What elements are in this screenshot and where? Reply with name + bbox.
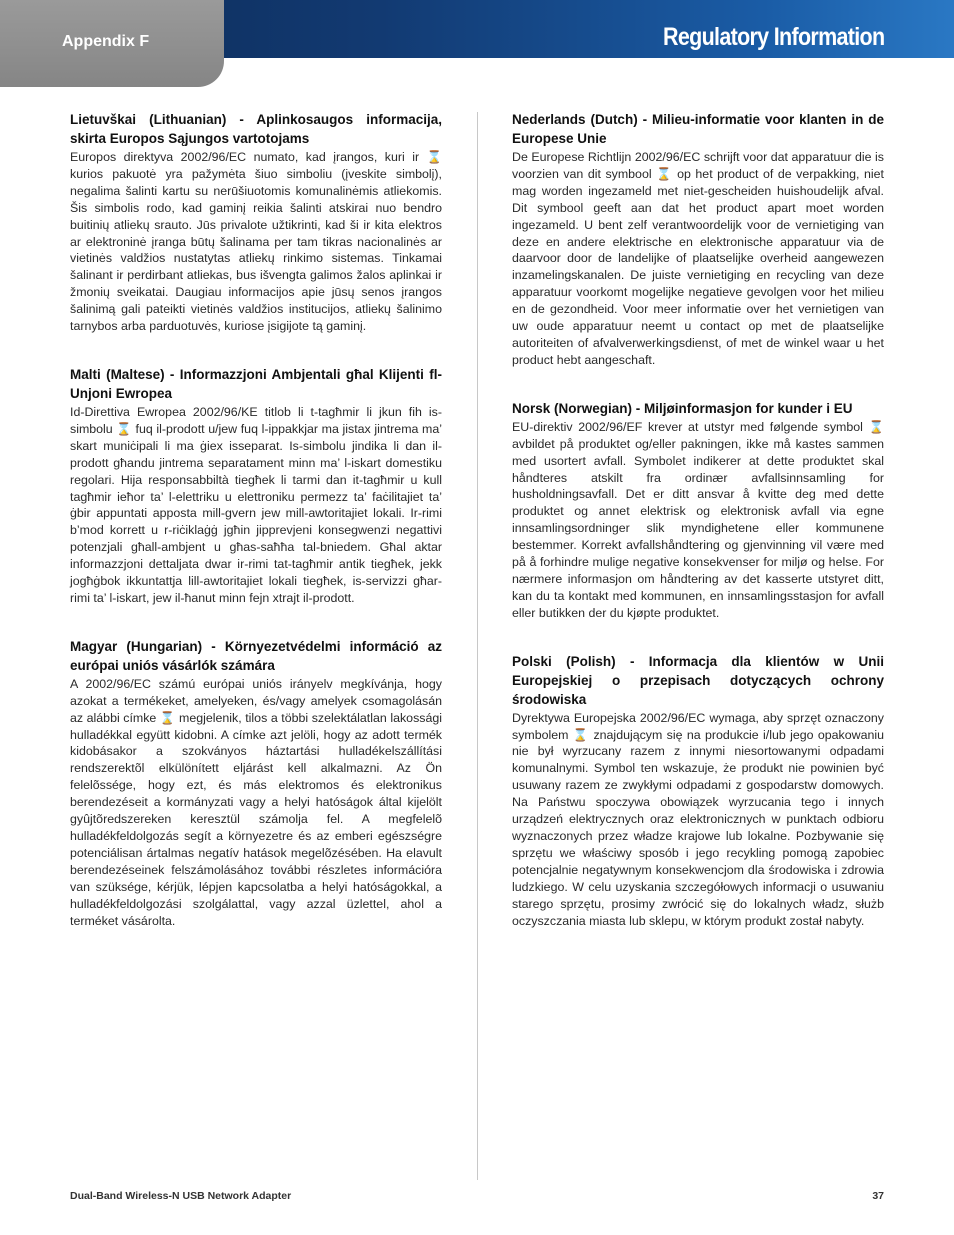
section-dutch [512, 110, 884, 369]
section-body: Id-Direttiva Ewropea 2002/96/KE titlob li t-tagħmir li jkun fih is-simbolu ⌛ fuq il-prodott u/jew fuq l-ippakkjar ma jistax jintrema ma’ skart muniċipali li ma ġiex isseparat. Is-simbolu jindika li dan il-prodott għandu jintrema separatament minn ma’ l-iskart domestiku regolari. Hija responsabbiltà tiegħek li tarmi dan it-tagħmir u kull tagħmir ieħor ta’ l-elettriku u elettroniku permezz ta’ faċilitajiet ta’ ġbir appuntati apposta mill-gvern jew mill-awtoritajiet lokali. Ir-rimi b’mod korrett u r-riċiklaġġ jgħin jipprevjeni konsegwenzi negattivi potenzjali għall-ambjent u għas-saħħa tal-bniedem. Għal aktar informazzjoni dettaljata dwar ir-rimi tat-tagħmir antik tiegħek, jekk jogħġbok ikkuntattja lill-awtoritajiet lokali tiegħek, is-servizzi għar-rimi ta’ l-iskart, jew il-ħanut minn fejn xtrajt il-prodott. [70, 404, 442, 605]
section-maltese [70, 365, 442, 607]
column-divider [477, 112, 478, 1180]
section-polish [512, 652, 884, 930]
section-lithuanian [70, 110, 442, 335]
section-hungarian [70, 637, 442, 930]
appendix-tab [0, 0, 224, 87]
section-body: A 2002/96/EC számú európai uniós irányelv megkívánja, hogy azokat a termékeket, amelyeken, és/vagy amelyek csomagolásán az alábbi címke ⌛ megjelenik, tilos a többi szelektálatlan lakossági hulladékkal együtt kidobni. A címke azt jelöli, hogy az adott termék kidobásakor a szokványos háztartási hulladékelszállítási rendszerektõl elkülönített eljárást kell alkalmazni. Az Ön felelõssége, hogy ezt, és más elektromos és elektronikus berendezéseit a kormányzati vagy a helyi hatóságok által kijelölt gyûjtõredszereken keresztül számolja fel. A megfelelõ hulladékfeldolgozás segít a környezetre és az emberi egészségre potenciálisan ártalmas negatív hatások megelõzésében. Ha elavult berendezéseinek felszámolásához további részletes információra van szüksége, kérjük, lépjen kapcsolatba a helyi hatóságokkal, a hulladékfeldolgozási szolgálattal, vagy azzal üzlettel, ahol a terméket vásárolta. [70, 676, 442, 928]
appendix-label: Appendix F [62, 33, 150, 50]
section-heading: Lietuvškai (Lithuanian) - Aplinkosaugos informacija, skirta Europos Sąjungos vartotojams [70, 112, 442, 146]
section-heading: Nederlands (Dutch) - Milieu-informatie voor klanten in de Europese Unie [512, 112, 884, 146]
section-heading: Norsk (Norwegian) - Miljøinformasjon for kunder i EU [512, 400, 853, 416]
section-body: Dyrektywa Europejska 2002/96/EC wymaga, aby sprzęt oznaczony symbolem ⌛ znajdującym się na produkcie i/lub jego opakowaniu nie był wyrzucany razem z innymi niesortowanymi odpadami komunalnymi. Symbol ten wskazuje, że produkt nie powinien być usuwany razem ze zwykłymi odpadami z gospodarstw domowych. Na Państwu spoczywa obowiązek wyrzucania tego i innych urządzeń elektrycznych oraz elektronicznych w punktach odbioru wyznaczonych przez władze krajowe lub lokalne. Pozbywanie się sprzętu we właściwy sposób i jego recykling pomogą zapobiec potencjalnie negatywnym konsekwencjom dla środowiska i zdrowia ludzkiego. W celu uzyskania szczegółowych informacji o usuwaniu starego sprzętu, prosimy zwrócić się do lokalnych władz, służb oczyszczania miasta lub sklepu, w którym produkt został nabyty. [512, 710, 884, 928]
section-heading: Polski (Polish) - Informacja dla klientów w Unii Europejskiej o przepisach dotyczących ochrony środowiska [512, 653, 884, 707]
footer-page-number: 37 [872, 1190, 884, 1202]
left-column [70, 110, 442, 959]
section-body: EU-direktiv 2002/96/EF krever at utstyr med følgende symbol ⌛ avbildet på produktet og/eller pakningen, ikke må kastes sammen med usortert avfall. Symbolet indikerer at dette produktet skal håndteres atskilt fra ordinær avfallsinnsamling for husholdningsavfall. Det er ditt ansvar å kvitte deg med dette produktet og annet elektrisk og elektronisk avfall via egne innsamlingsordninger slik myndighetene eller kommunene bestemmer. Korrekt avfallshåndtering og gjenvinning vil være med på å forhindre mulige negative konsekvenser for miljø og helse. For nærmere informasjon om håndtering av det kasserte utstyret ditt, kan du ta kontakt med kommunen, en innsamlingsstasjon for avfall eller butikken der du kjøpte produktet. [512, 419, 884, 620]
section-body: Europos direktyva 2002/96/EC numato, kad įrangos, kuri ir ⌛ kurios pakuotė yra pažymėta šiuo simboliu (įveskite simbolį), negalima šalinti kartu su nerūšiuotomis komunalinėmis atliekomis. Šis simbolis rodo, kad gaminį reikia šalinti atskirai nuo bendro buitinių atliekų srauto. Jūs privalote užtikrinti, kad ši ir kita elektros ar elektroninė įranga būtų šalinama per tam tikras nacionalinės ar vietinės valdžios nustatytas atliekų rinkimo sistemas. Tinkamai šalinant ir perdirbant atliekas, bus išvengta galimos žalos aplinkai ir žmonių sveikatai. Daugiau informacijos apie jūsų senos įrangos šalinimą gali pateikti vietinės valdžios institucijos, atliekų šalinimo tarnybos arba parduotuvės, kuriose įsigijote tą gaminį. [70, 150, 442, 334]
page-title: Regulatory Information [662, 23, 884, 51]
footer-product-name: Dual-Band Wireless-N USB Network Adapter [70, 1190, 292, 1202]
section-norwegian [512, 399, 884, 622]
section-heading: Malti (Maltese) - Informazzjoni Ambjentali għal Klijenti fl-Unjoni Ewropea [70, 366, 442, 401]
right-column [512, 110, 884, 959]
section-body: De Europese Richtlijn 2002/96/EC schrijft voor dat apparatuur die is voorzien van dit symbool ⌛ op het product of de verpakking, niet mag worden ingezameld met niet-gescheiden huishoudelijk afval. Dit symbool geeft aan dat het product apart moet worden ingezameld. U bent zelf verantwoordelijk voor de vernietiging van deze en andere elektrische en elektronische apparatuur via de daarvoor door de landelijke of plaatselijke overheid aangewezen inzamelingskanalen. De juiste vernietiging en recycling van deze apparatuur voorkomt mogelijke negatieve gevolgen voor het milieu en de gezondheid. Voor meer informatie over het vernietigen van uw oude apparatuur neemt u contact op met de plaatselijke autoriteiten of afvalverwerkingsdienst, of met de winkel waar u het product hebt aangeschaft. [512, 150, 884, 367]
section-heading: Magyar (Hungarian) - Környezetvédelmi információ az európai uniós vásárlók számára [70, 638, 442, 673]
